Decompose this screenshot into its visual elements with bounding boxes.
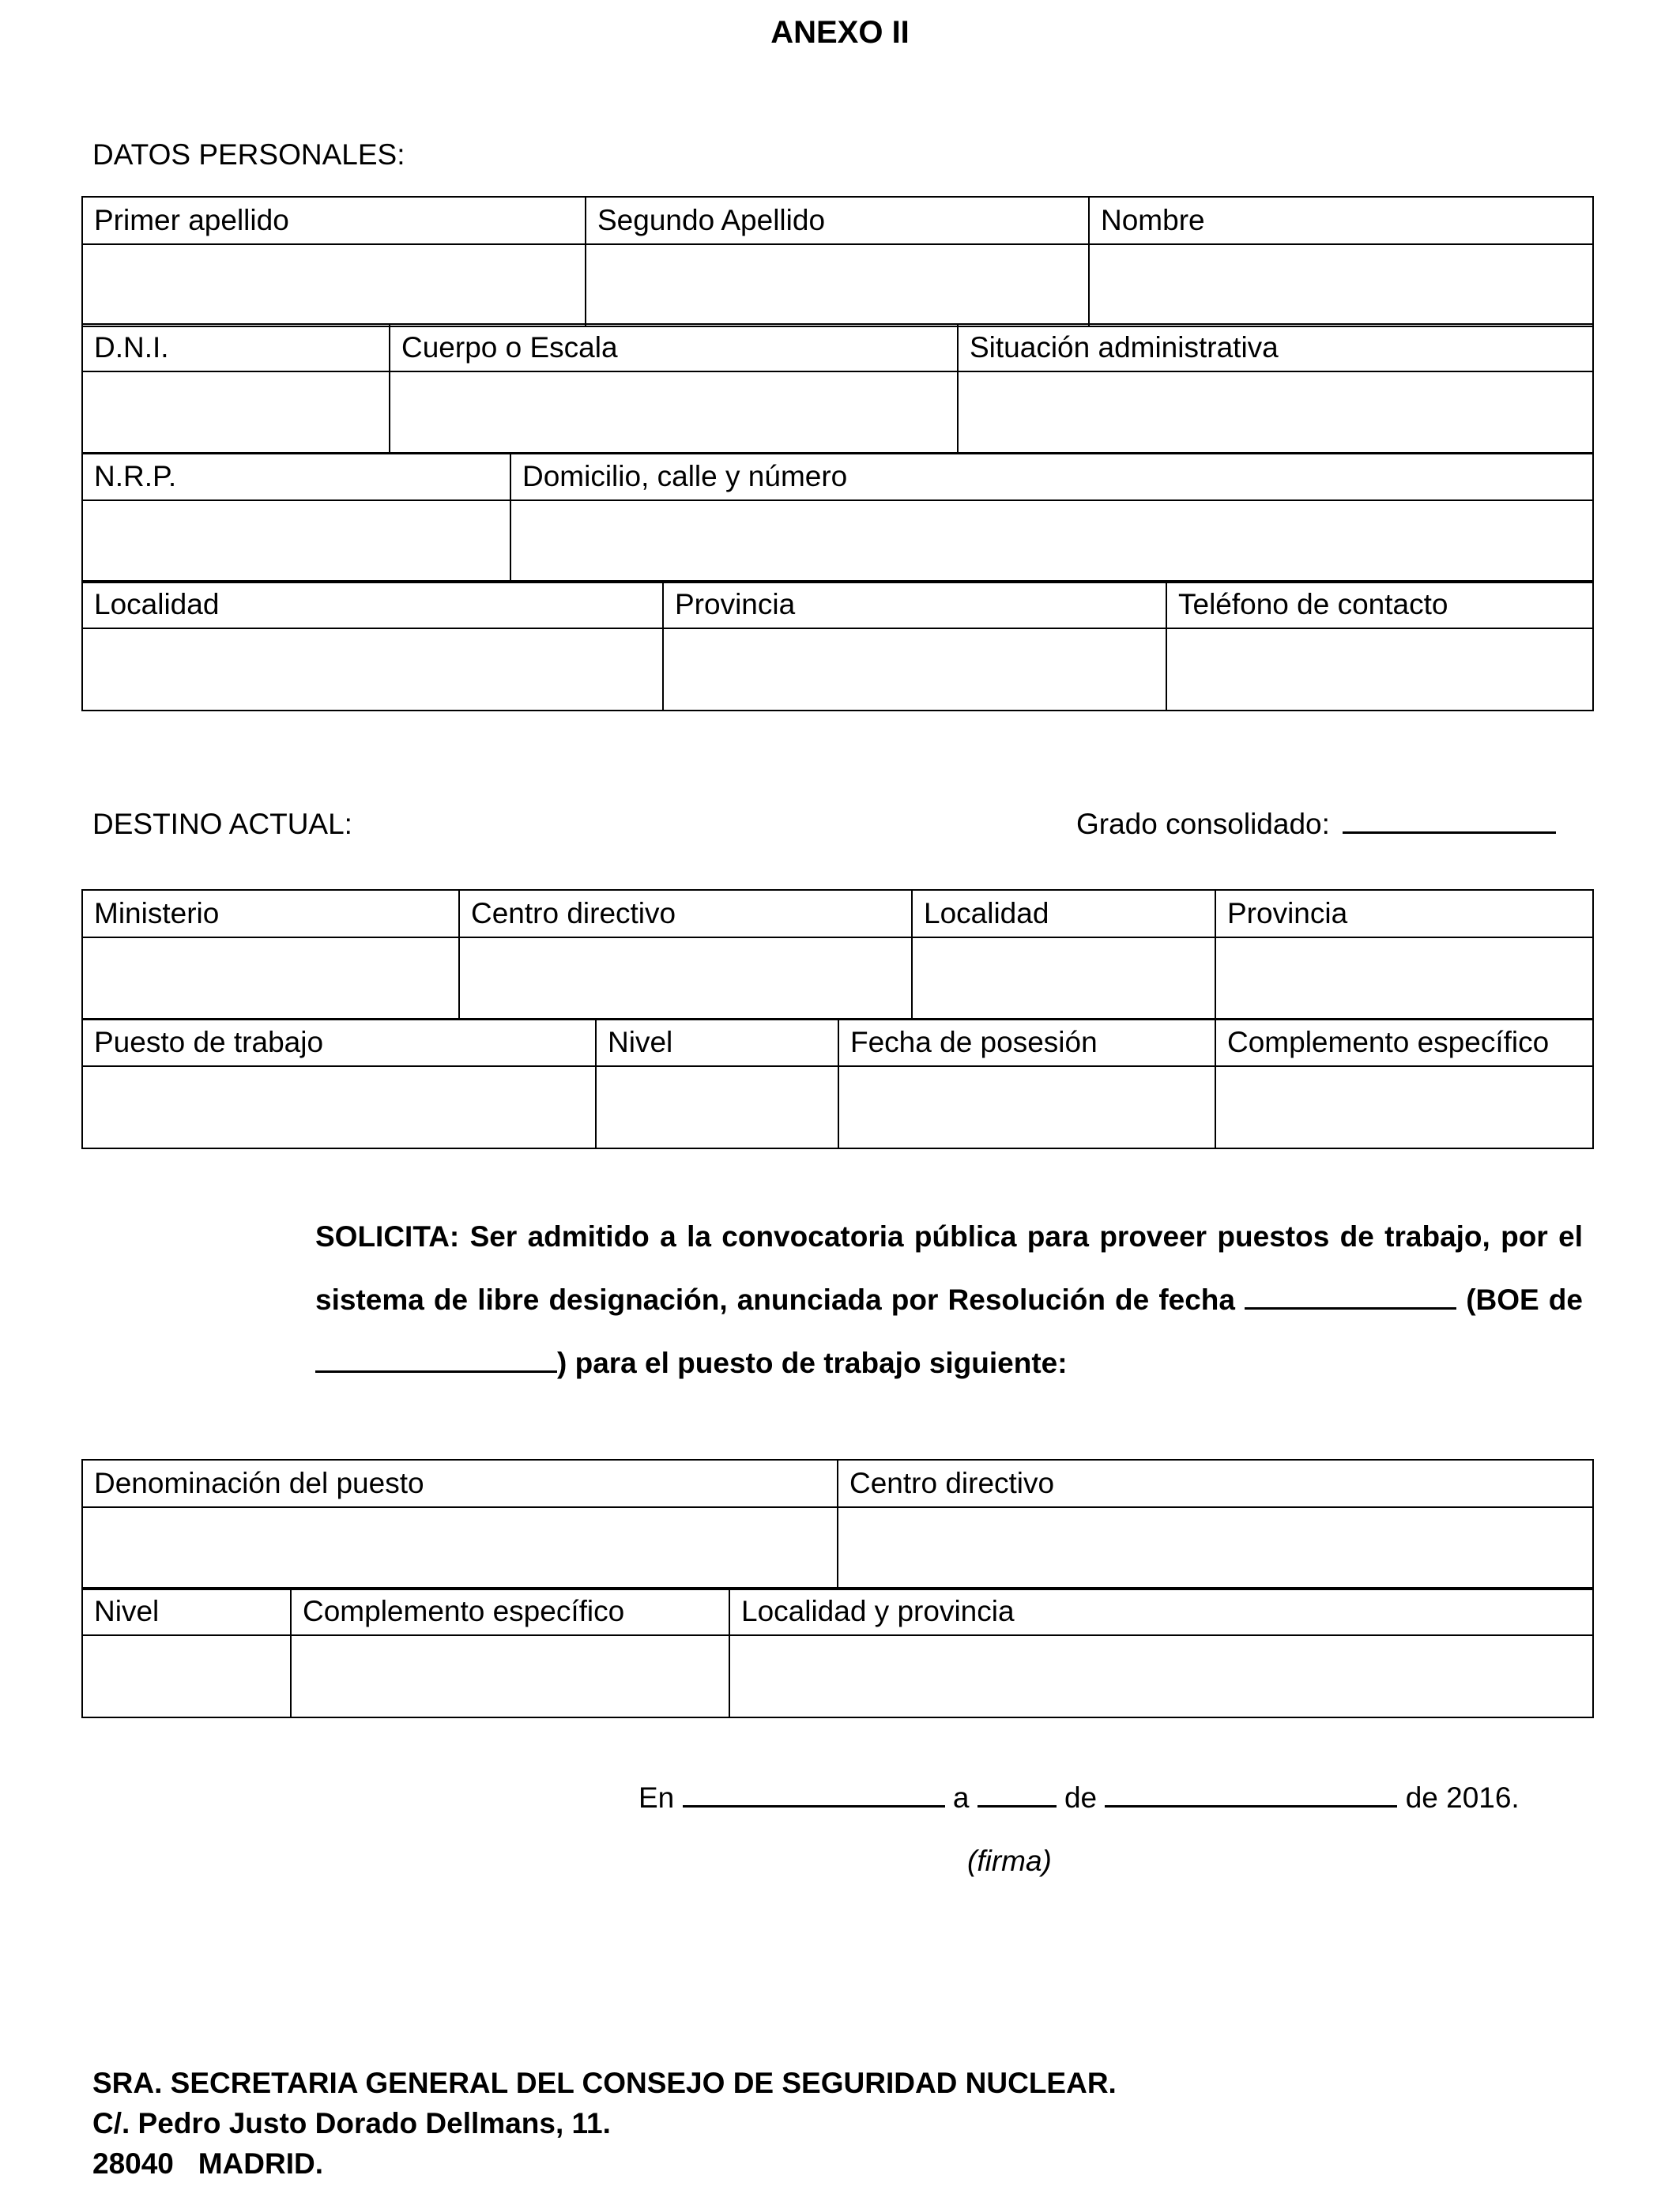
label-primer-apellido: Primer apellido: [82, 197, 586, 244]
label-cuerpo-escala: Cuerpo o Escala: [390, 324, 958, 371]
solicita-text-3: ) para el puesto de trabajo siguiente:: [557, 1347, 1068, 1379]
puesto-solicitado-table-1: [81, 1459, 1594, 1590]
destinatario-line-2: C/. Pedro Justo Dorado Dellmans, 11.: [92, 2107, 611, 2139]
fecha-en: En: [638, 1781, 675, 1814]
mes-blank[interactable]: [1105, 1781, 1397, 1808]
field-dni[interactable]: [82, 371, 390, 454]
label-segundo-apellido: Segundo Apellido: [586, 197, 1089, 244]
field-denominacion-puesto[interactable]: [82, 1507, 838, 1589]
fecha-a: a: [952, 1781, 970, 1814]
destino-actual-table-2: [81, 1018, 1594, 1149]
label-provincia-destino: Provincia: [1215, 890, 1593, 937]
field-segundo-apellido[interactable]: [586, 244, 1089, 326]
field-provincia-destino[interactable]: [1215, 937, 1593, 1020]
label-telefono: Teléfono de contacto: [1166, 581, 1593, 628]
label-localidad-destino: Localidad: [912, 890, 1215, 937]
datos-personales-table-1: [81, 196, 1594, 327]
label-complemento-destino: Complemento específico: [1215, 1019, 1593, 1066]
label-nivel-destino: Nivel: [596, 1019, 838, 1066]
firma-label: (firma): [967, 1845, 1052, 1877]
label-provincia: Provincia: [663, 581, 1166, 628]
label-puesto-trabajo: Puesto de trabajo: [82, 1019, 596, 1066]
label-domicilio: Domicilio, calle y número: [510, 453, 1593, 500]
label-localidad: Localidad: [82, 581, 663, 628]
datos-personales-table-4: [81, 580, 1594, 711]
label-dni: D.N.I.: [82, 324, 390, 371]
field-nivel-destino[interactable]: [596, 1066, 838, 1148]
label-denominacion-puesto: Denominación del puesto: [82, 1460, 838, 1507]
solicita-paragraph: [315, 1205, 1583, 1395]
label-nivel-solicitado: Nivel: [82, 1588, 291, 1635]
field-telefono[interactable]: [1166, 628, 1593, 711]
fecha-anio: de 2016.: [1405, 1781, 1520, 1814]
field-nombre[interactable]: [1089, 244, 1593, 326]
field-situacion-administrativa[interactable]: [958, 371, 1593, 454]
solicita-text-1: SOLICITA: Ser admitido a la convocatoria pública para proveer puestos de trabajo, por el sistema de libre designación, anunciada por Resolución de fecha: [315, 1220, 1583, 1316]
field-nrp[interactable]: [82, 500, 510, 582]
field-provincia[interactable]: [663, 628, 1166, 711]
label-fecha-posesion: Fecha de posesión: [838, 1019, 1215, 1066]
field-complemento-solicitado[interactable]: [291, 1635, 729, 1717]
datos-personales-table-3: [81, 452, 1594, 583]
lugar-blank[interactable]: [683, 1781, 945, 1808]
grado-consolidado-label: Grado consolidado:: [1076, 808, 1330, 840]
label-centro-directivo: Centro directivo: [459, 890, 912, 937]
label-localidad-provincia: Localidad y provincia: [729, 1588, 1593, 1635]
field-localidad-destino[interactable]: [912, 937, 1215, 1020]
page-title: ANEXO II: [770, 15, 910, 50]
field-centro-directivo[interactable]: [459, 937, 912, 1020]
destino-actual-heading: DESTINO ACTUAL:: [92, 808, 352, 840]
field-centro-directivo-solicitado[interactable]: [838, 1507, 1593, 1589]
field-cuerpo-escala[interactable]: [390, 371, 958, 454]
datos-personales-heading: DATOS PERSONALES:: [92, 138, 405, 171]
dia-blank[interactable]: [977, 1781, 1057, 1808]
field-puesto-trabajo[interactable]: [82, 1066, 596, 1148]
field-fecha-posesion[interactable]: [838, 1066, 1215, 1148]
resolucion-fecha-blank[interactable]: [1245, 1284, 1456, 1310]
destinatario-line-3: 28040 MADRID.: [92, 2147, 323, 2180]
puesto-solicitado-table-2: [81, 1587, 1594, 1718]
destinatario-line-1: SRA. SECRETARIA GENERAL DEL CONSEJO DE SEGURIDAD NUCLEAR.: [92, 2067, 1117, 2099]
datos-personales-table-2: [81, 323, 1594, 454]
label-situacion-administrativa: Situación administrativa: [958, 324, 1593, 371]
label-nrp: N.R.P.: [82, 453, 510, 500]
label-ministerio: Ministerio: [82, 890, 459, 937]
field-domicilio[interactable]: [510, 500, 1593, 582]
fecha-de: de: [1064, 1781, 1098, 1814]
field-nivel-solicitado[interactable]: [82, 1635, 291, 1717]
boe-fecha-blank[interactable]: [315, 1347, 557, 1373]
field-localidad[interactable]: [82, 628, 663, 711]
field-localidad-provincia[interactable]: [729, 1635, 1593, 1717]
field-primer-apellido[interactable]: [82, 244, 586, 326]
field-ministerio[interactable]: [82, 937, 459, 1020]
grado-consolidado: [1076, 806, 1556, 843]
fecha-line: [638, 1780, 1520, 1816]
field-complemento-destino[interactable]: [1215, 1066, 1593, 1148]
grado-consolidado-blank[interactable]: [1343, 808, 1556, 834]
label-centro-directivo-solicitado: Centro directivo: [838, 1460, 1593, 1507]
solicita-text-2: (BOE de: [1466, 1284, 1583, 1316]
label-complemento-solicitado: Complemento específico: [291, 1588, 729, 1635]
label-nombre: Nombre: [1089, 197, 1593, 244]
destino-actual-table-1: [81, 889, 1594, 1020]
